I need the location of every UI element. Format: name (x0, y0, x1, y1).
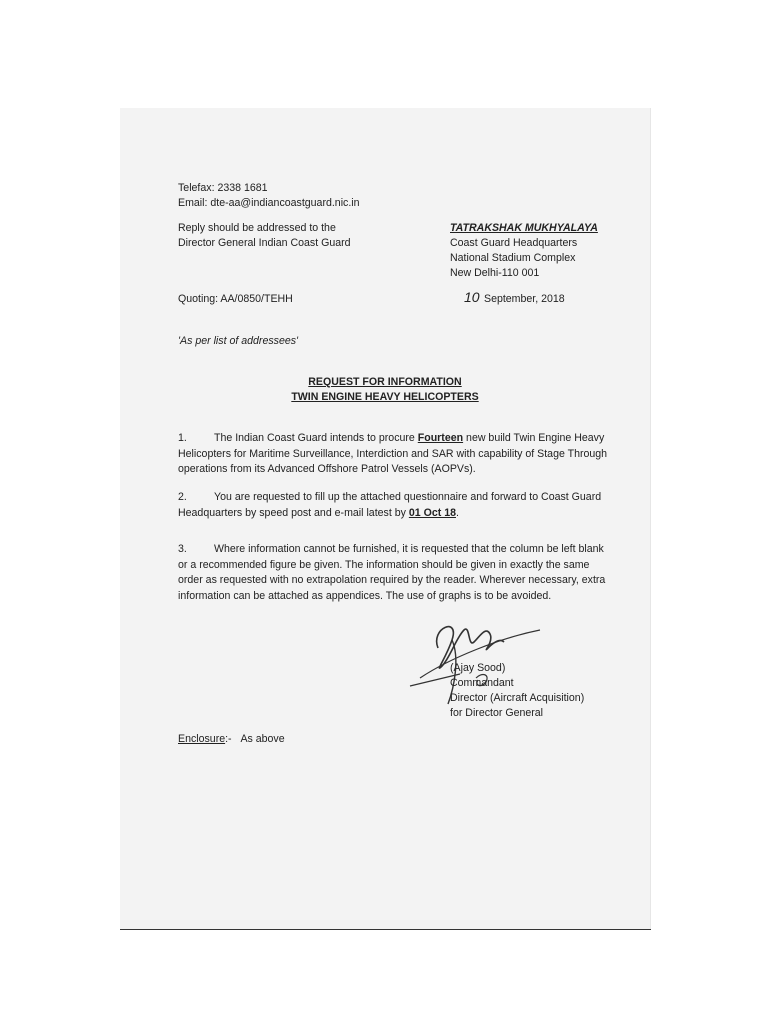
signatory-designation: Director (Aircraft Acquisition) (450, 692, 585, 704)
date-day: 10 (464, 289, 480, 305)
reply-line-1: Reply should be addressed to the (178, 222, 336, 234)
p1-line-3: operations from its Advanced Offshore Patrol Vessels (AOPVs). (178, 463, 476, 475)
p1-bold: Fourteen (417, 432, 464, 444)
addressees: 'As per list of addressees' (178, 335, 299, 347)
paragraph-1 (178, 431, 608, 478)
quoting-ref: Quoting: AA/0850/TEHH (178, 293, 293, 305)
paragraph-3 (178, 542, 608, 604)
p2-text-b: . (455, 506, 459, 519)
p2-text-a: Headquarters by speed post and e-mail latest by (178, 506, 406, 519)
signatory-for: for Director General (450, 707, 544, 719)
signatory-rank: Commandant (450, 677, 514, 689)
reply-line-2: Director General Indian Coast Guard (178, 237, 351, 249)
enclosure-sep: :- (225, 733, 232, 745)
bottom-rule (120, 929, 651, 930)
telefax: Telefax: 2338 1681 (178, 182, 268, 194)
org-name: TATRAKSHAK MUKHYALAYA (450, 222, 598, 234)
p3-line-3: order as requested with no extrapolation required by the reader. Wherever necessary, extra (178, 574, 606, 586)
subject-line-2: TWIN ENGINE HEAVY HELICOPTERS (291, 391, 479, 403)
p1-line-2: Helicopters for Maritime Surveillance, Interdiction and SAR with capability of Stage Through (178, 447, 608, 460)
scanned-page (120, 108, 651, 930)
p2-bold: 01 Oct 18 (408, 506, 456, 519)
signatory-name: (Ajay Sood) (450, 662, 506, 674)
subject-line-1: REQUEST FOR INFORMATION (308, 376, 462, 388)
date-rest: September, 2018 (484, 293, 565, 305)
enclosure-value: As above (240, 733, 285, 745)
enclosure (178, 732, 285, 747)
paragraph-2 (178, 490, 608, 521)
p3-line-1: Where information cannot be furnished, it is requested that the column be left blank (214, 543, 604, 555)
p2-line-1: You are requested to fill up the attached questionnaire and forward to Coast Guard (214, 491, 602, 503)
address-line-2: National Stadium Complex (450, 252, 576, 264)
p1-text-b: new build Twin Engine Heavy (466, 432, 605, 444)
paragraph-number: 1. (178, 432, 187, 444)
address-line-1: Coast Guard Headquarters (450, 237, 578, 249)
paragraph-number: 3. (178, 543, 187, 555)
email: Email: dte-aa@indiancoastguard.nic.in (178, 197, 360, 209)
p3-line-4: information can be attached as appendices. The use of graphs is to be avoided. (178, 589, 552, 602)
enclosure-label: Enclosure (178, 733, 226, 745)
paragraph-number: 2. (178, 491, 187, 503)
address-line-3: New Delhi-110 001 (450, 267, 540, 279)
p3-line-2: or a recommended figure be given. The information should be given in exactly the same (178, 558, 590, 571)
p1-text-a: The Indian Coast Guard intends to procure (214, 432, 415, 444)
